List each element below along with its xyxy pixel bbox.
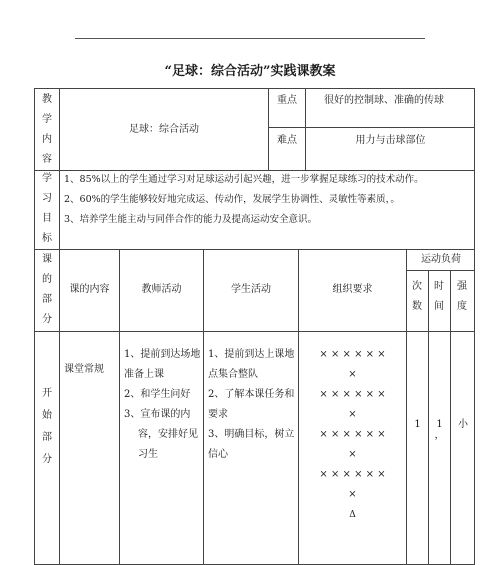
col-divider: [59, 88, 60, 565]
row-divider: [34, 249, 475, 250]
header-student-activity: 学生活动: [231, 284, 271, 295]
student-activity-cell: [208, 345, 294, 465]
lesson-part-label: 课 的 部 分: [42, 254, 52, 325]
header-lesson-content: 课的内容: [69, 284, 110, 295]
formation-row: × × × × × ×: [319, 469, 386, 480]
header-exercise-load: 运动负荷: [421, 254, 461, 265]
header-time: 时 间: [434, 281, 444, 312]
cell-divider: [268, 127, 475, 128]
student-line: 2、了解本课任务和: [208, 389, 295, 400]
page-title: “足球：综合活动”实践课教案: [164, 64, 336, 79]
classroom-routine: 课堂常规: [64, 364, 104, 375]
teacher-line: 1、提前到达场地: [124, 349, 201, 360]
student-line: 3、明确目标，树立: [208, 429, 295, 440]
col-divider: [305, 88, 306, 170]
formation-row: ×: [348, 489, 357, 500]
header-organization: 组织要求: [332, 284, 373, 295]
difficulty-label: 难点: [277, 135, 297, 146]
teacher-position-marker: Δ: [349, 510, 356, 520]
formation-row: × × × × × ×: [319, 349, 386, 360]
header-rule: [75, 38, 425, 39]
row-divider: [34, 170, 475, 171]
formation-row: ×: [348, 449, 357, 460]
teacher-line: 准备上课: [124, 369, 164, 380]
student-line: 点集合整队: [208, 369, 258, 380]
formation-row: × × × × × ×: [319, 389, 386, 400]
header-teacher-activity: 教师活动: [141, 284, 182, 295]
start-part-label: 开 始 部 分: [42, 388, 52, 465]
key-point-value: 很好的控制球、准确的传球: [324, 95, 444, 106]
load-time-mark: ，: [434, 430, 445, 441]
header-count: 次 数: [412, 281, 422, 312]
formation-row: ×: [348, 409, 357, 420]
teacher-line: 容，安排好见: [138, 429, 198, 440]
cell-divider: [406, 270, 475, 271]
student-line: 要求: [208, 409, 228, 420]
teaching-content-label: 教 学 内 容: [42, 94, 52, 165]
difficulty-value: 用力与击球部位: [355, 135, 426, 146]
formation-row: ×: [348, 369, 357, 380]
teacher-line: 3、宣布课的内: [124, 409, 191, 420]
lesson-content: 足球：综合活动: [129, 124, 199, 135]
lesson-plan-table: [34, 88, 475, 565]
header-intensity: 强 度: [457, 281, 467, 312]
teacher-line: 习生: [138, 449, 158, 460]
key-point-label: 重点: [277, 95, 297, 106]
load-count: 1: [414, 419, 421, 430]
goal-item: 1、85%以上的学生通过学习对足球运动引起兴趣，进一步掌握足球练习的技术动作。: [64, 174, 424, 185]
formation-row: × × × × × ×: [319, 429, 386, 440]
teacher-activity-cell: [124, 345, 200, 465]
goal-item: 3、培养学生能主动与同伴合作的能力及提高运动安全意识。: [64, 214, 318, 225]
teacher-line: 2、和学生问好: [124, 389, 191, 400]
load-time: 1: [436, 419, 443, 430]
row-divider: [34, 331, 475, 332]
load-intensity: 小: [458, 419, 468, 430]
student-line: 信心: [208, 449, 228, 460]
learning-goals-label: 学 习 目 标: [42, 173, 52, 244]
formation-diagram: [299, 345, 406, 525]
student-line: 1、提前到达上课地: [208, 349, 295, 360]
goal-item: 2、60%的学生能够较好地完成运、传动作，发展学生协调性、灵敏性等素质，。: [64, 194, 400, 205]
